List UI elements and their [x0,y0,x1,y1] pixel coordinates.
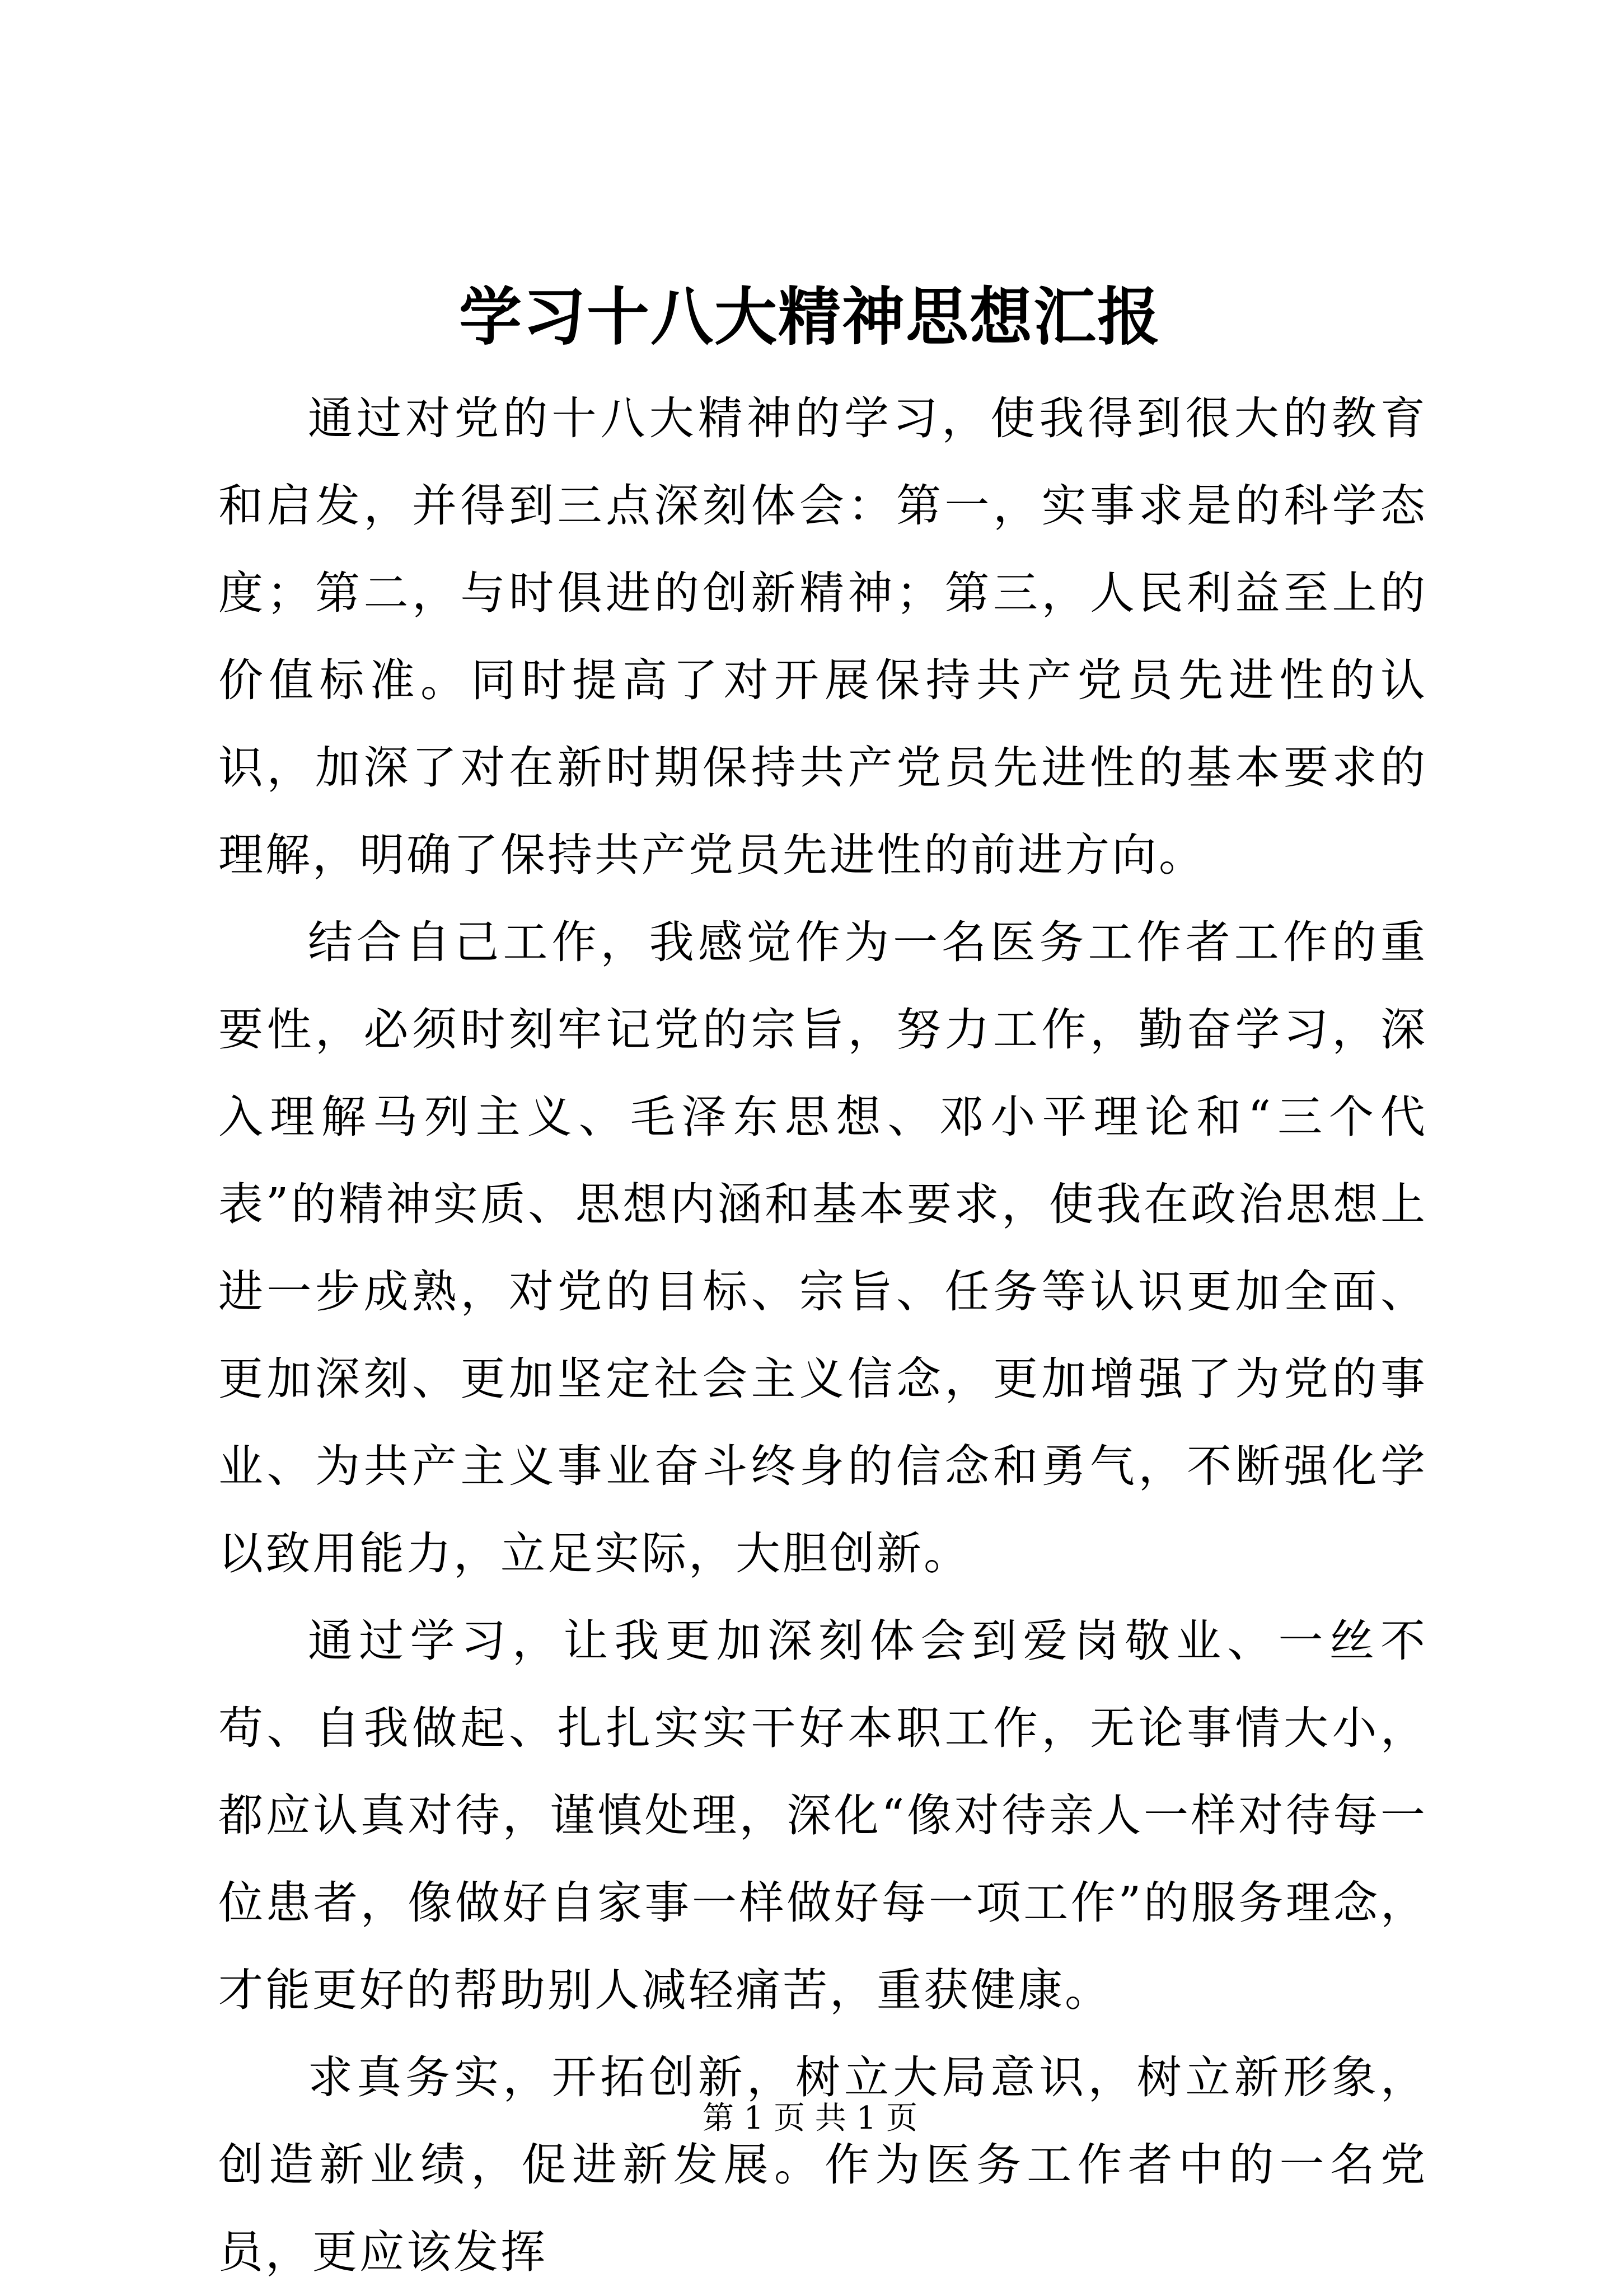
document-title: 学习十八大精神思想汇报 [459,280,1161,354]
paragraph-3: 通过学习，让我更加深刻体会到爱岗敬业、一丝不苟、自我做起、扎扎实实干好本职工作，无论事情大小，都应认真对待，谨慎处理，深化“像对待亲人一样对待每一位患者，像做好自家事一样做好每一项工作”的服务理念，才能更好的帮助别人减轻痛苦，重获健康。 [218,1615,1427,2016]
paragraph-1: 通过对党的十八大精神的学习，使我得到很大的教育和启发，并得到三点深刻体会：第一，实事求是的科学态度；第二，与时俱进的创新精神；第三，人民利益至上的价值标准。同时提高了对开展保持共产党员先进性的认识，加深了对在新时期保持共产党员先进性的基本要求的理解，明确了保持共产党员先进性的前进方向。 [218,392,1427,881]
document-body [218,375,1427,2296]
page-number-footer: 第 1 页 共 1 页 [702,2100,918,2136]
paragraph-4: 求真务实，开拓创新，树立大局意识，树立新形象，创造新业绩，促进新发展。作为医务工作者中的一名党员，更应该发挥 [218,2051,1427,2278]
paragraph-2: 结合自己工作，我感觉作为一名医务工作者工作的重要性，必须时刻牢记党的宗旨，努力工作，勤奋学习，深入理解马列主义、毛泽东思想、邓小平理论和“三个代表”的精神实质、思想内涵和基本要求，使我在政治思想上进一步成熟，对党的目标、宗旨、任务等认识更加全面、更加深刻、更加坚定社会主义信念，更加增强了为党的事业、为共产主义事业奋斗终身的信念和勇气，不断强化学以致用能力，立足实际，大胆创新。 [218,916,1427,1580]
